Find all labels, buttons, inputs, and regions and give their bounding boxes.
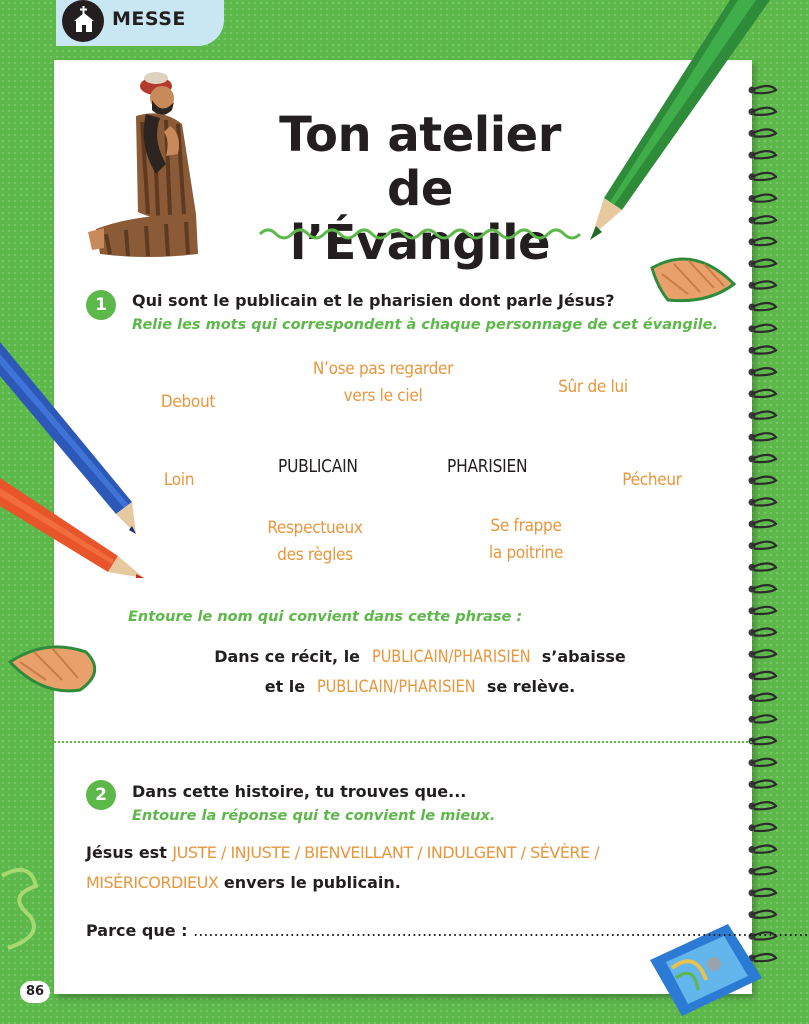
sentence-choice-2[interactable]: PUBLICAIN/PHARISIEN <box>316 677 476 697</box>
spiral-ring <box>749 824 777 832</box>
spiral-ring <box>749 911 777 919</box>
word-debout[interactable]: Debout <box>160 392 216 412</box>
sentence-part-4: se relève. <box>486 677 576 696</box>
spiral-ring <box>749 498 777 506</box>
word-sur-de-lui[interactable]: Sûr de lui <box>558 377 628 397</box>
exercise-2-number: 2 <box>86 780 116 810</box>
jesus-est-label: Jésus est <box>86 843 167 862</box>
sentence-part-2: s’abaisse <box>541 647 626 666</box>
word-nose-line-2: vers le ciel <box>343 386 423 406</box>
sentence-choice-1[interactable]: PUBLICAIN/PHARISIEN <box>371 647 531 667</box>
spiral-ring <box>749 759 777 767</box>
spiral-ring <box>749 585 777 593</box>
exercise-1-instruction: Relie les mots qui correspondent à chaque personnage de cet évangile. <box>132 317 718 333</box>
character-publicain[interactable]: PUBLICAIN <box>278 456 358 477</box>
spiral-ring <box>749 368 777 376</box>
scribble-decoration <box>0 856 44 956</box>
spiral-ring <box>749 563 777 571</box>
because-dotted-line: ......................................................................................................................... <box>193 921 809 940</box>
adjective-options-1[interactable]: JUSTE / INJUSTE / BIENVEILLANT / INDULGENT / SÉVÈRE / <box>172 843 600 862</box>
exercise-1-number: 1 <box>86 290 116 320</box>
praying-publican-illustration <box>86 64 216 264</box>
because-label: Parce que : <box>86 921 188 940</box>
exercise-1-sentence <box>160 642 680 702</box>
sentence-line-2 <box>160 672 680 702</box>
spiral-ring <box>749 260 777 268</box>
spiral-ring <box>749 346 777 354</box>
colored-pencils-illustration <box>0 330 150 590</box>
exercise-2-answer-line-2 <box>86 868 726 898</box>
spiral-ring <box>749 281 777 289</box>
exercise-1-question: Qui sont le publicain et le pharisien dont parle Jésus? <box>132 291 615 310</box>
page-number: 86 <box>20 981 50 1003</box>
spiral-ring <box>749 390 777 398</box>
spiral-ring <box>749 520 777 528</box>
character-pharisien[interactable]: PHARISIEN <box>447 456 528 477</box>
spiral-ring <box>749 889 777 897</box>
envers-le-publicain-label: envers le publicain. <box>223 873 401 892</box>
green-pencil-illustration <box>580 0 770 245</box>
word-resp-line-1: Respectueux <box>267 518 363 538</box>
because-answer-line[interactable] <box>86 916 809 946</box>
word-frappe-line-1: Se frappe <box>490 516 562 536</box>
spiral-ring <box>749 477 777 485</box>
spiral-ring <box>749 867 777 875</box>
spiral-ring <box>749 412 777 420</box>
adjective-options-2[interactable]: MISÉRICORDIEUX <box>86 873 219 892</box>
section-label: MESSE <box>112 8 186 30</box>
exercise-2-answer-line-1 <box>86 838 726 868</box>
spiral-ring <box>749 672 777 680</box>
title-line-1: Ton atelier <box>279 107 561 163</box>
pencil-shavings-illustration <box>648 244 740 308</box>
title-underline-wave <box>260 226 580 242</box>
sentence-line-1 <box>160 642 680 672</box>
word-pecheur[interactable]: Pécheur <box>622 470 682 490</box>
spiral-ring <box>749 433 777 441</box>
exercise-2-instruction: Entoure la réponse qui te convient le mieux. <box>132 808 496 824</box>
pencil-shavings-left-illustration <box>6 632 110 698</box>
spiral-ring <box>749 715 777 723</box>
word-se-frappe-la-poitrine[interactable] <box>468 513 584 567</box>
exercise-1-instruction-2: Entoure le nom qui convient dans cette phrase : <box>128 609 523 625</box>
section-divider <box>54 741 752 743</box>
spiral-ring <box>749 303 777 311</box>
spiral-ring <box>749 607 777 615</box>
word-loin[interactable]: Loin <box>163 470 195 490</box>
word-nose-line-1: N’ose pas regarder <box>312 359 454 379</box>
page-title <box>250 108 590 270</box>
word-respectueux-des-regles[interactable] <box>250 515 380 569</box>
spiral-ring <box>749 780 777 788</box>
title-line-2: de l’Évangile <box>289 161 551 271</box>
word-resp-line-2: des règles <box>277 545 353 565</box>
spiral-ring <box>749 846 777 854</box>
spiral-ring <box>749 802 777 810</box>
word-nose-pas-regarder[interactable] <box>298 356 468 410</box>
sentence-part-1: Dans ce récit, le <box>214 647 361 666</box>
church-icon <box>62 0 104 42</box>
word-frappe-line-2: la poitrine <box>488 543 564 563</box>
spiral-ring <box>749 629 777 637</box>
spiral-ring <box>749 650 777 658</box>
spiral-ring <box>749 737 777 745</box>
spiral-ring <box>749 542 777 550</box>
spiral-ring <box>749 325 777 333</box>
sentence-part-3: et le <box>264 677 306 696</box>
spiral-ring <box>749 694 777 702</box>
exercise-2-question: Dans cette histoire, tu trouves que... <box>132 782 467 801</box>
spiral-ring <box>749 455 777 463</box>
